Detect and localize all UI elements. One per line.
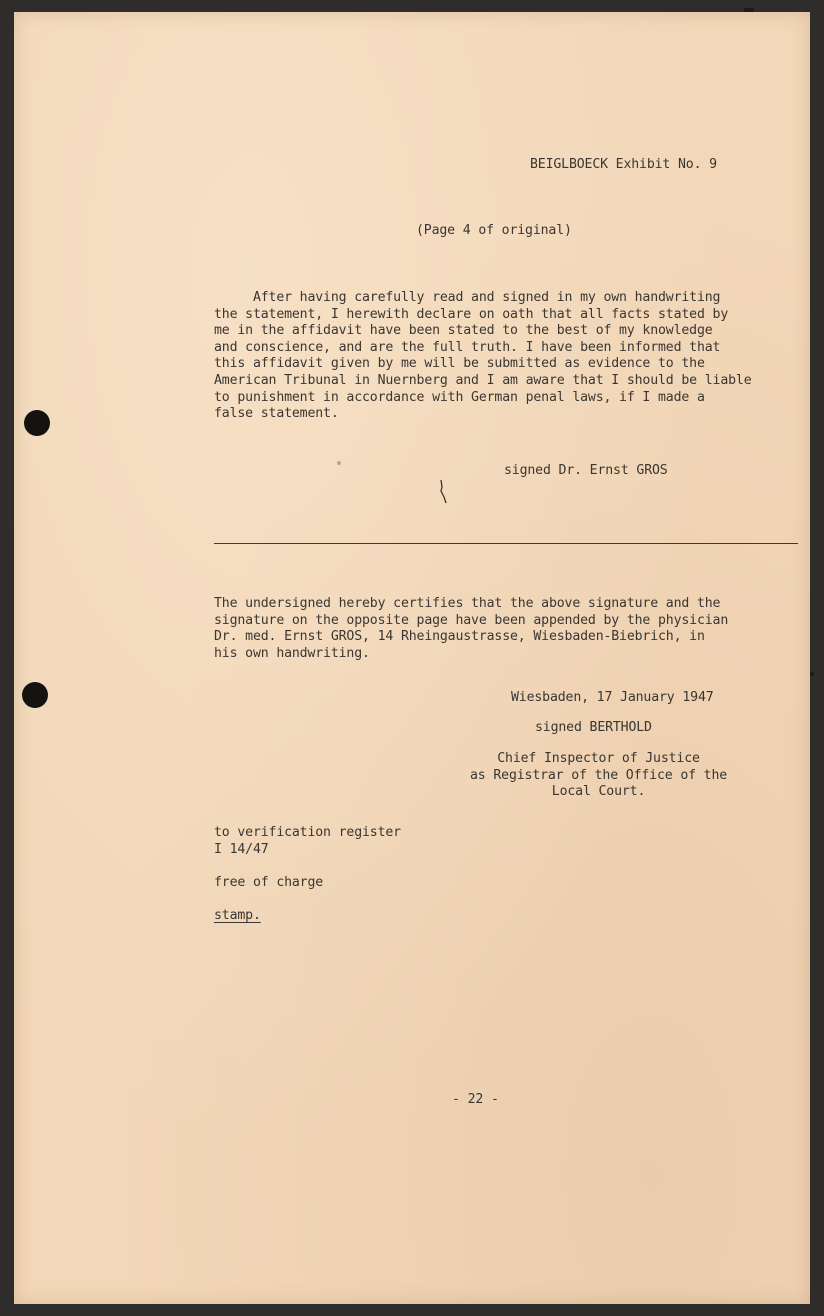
text-line: After having carefully read and signed in my own handwriting: [214, 290, 721, 305]
place-and-date: Wiesbaden, 17 January 1947: [511, 690, 714, 705]
document-page: [14, 12, 810, 1304]
text-line: Local Court.: [551, 784, 646, 800]
text-line: signature on the opposite page have been appended by the physician: [214, 612, 729, 628]
text-line: false statement.: [214, 406, 339, 422]
punch-hole: [24, 410, 50, 436]
text-line: this affidavit given by me will be submitted as evidence to the: [214, 356, 705, 372]
official-title: [470, 751, 727, 801]
exhibit-label: BEIGLBOECK Exhibit No. 9: [530, 157, 717, 172]
page-of-original: (Page 4 of original): [416, 223, 572, 238]
free-of-charge-note: free of charge: [214, 875, 324, 890]
text-line: Chief Inspector of Justice: [497, 751, 700, 766]
stamp-note: stamp.: [214, 908, 261, 923]
punch-hole: [22, 682, 48, 708]
text-line: I 14/47: [214, 841, 269, 857]
text-line: and conscience, and are the full truth. I have been informed that: [214, 339, 721, 355]
text-line: to verification register: [214, 825, 401, 840]
verification-register: [214, 825, 401, 858]
text-line: the statement, I herewith declare on oath that all facts stated by: [214, 306, 729, 322]
signature-gros: signed Dr. Ernst GROS: [504, 463, 668, 478]
section-divider: [214, 543, 798, 544]
text-line: as Registrar of the Office of the: [470, 767, 728, 783]
certification-paragraph: [214, 596, 728, 662]
text-line: his own handwriting.: [214, 645, 370, 661]
ink-mark-icon: [438, 479, 448, 505]
text-line: to punishment in accordance with German penal laws, if I made a: [214, 389, 705, 405]
page-number: - 22 -: [452, 1092, 499, 1107]
signature-berthold: signed BERTHOLD: [535, 720, 652, 735]
text-line: Dr. med. Ernst GROS, 14 Rheingaustrasse, Wiesbaden-Biebrich, in: [214, 629, 705, 645]
declaration-paragraph: [214, 290, 751, 423]
paper-speck: [337, 461, 341, 465]
text-line: The undersigned hereby certifies that the above signature and the: [214, 596, 721, 611]
text-line: American Tribunal in Nuernberg and I am aware that I should be liable: [214, 372, 752, 388]
text-line: me in the affidavit have been stated to the best of my knowledge: [214, 323, 713, 339]
